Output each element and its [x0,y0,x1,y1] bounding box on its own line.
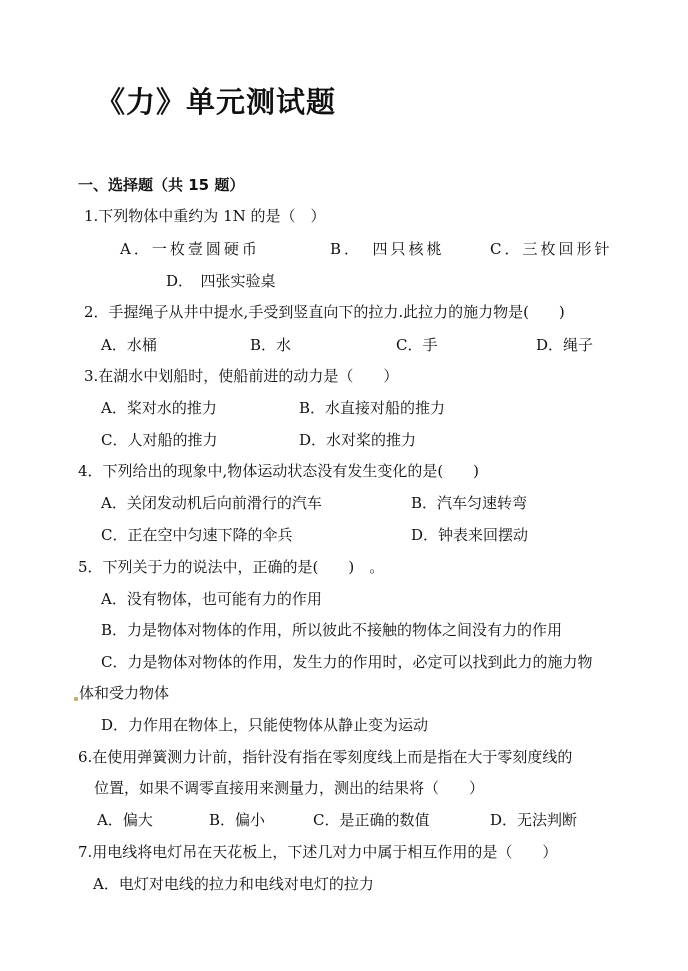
question-4-option-d: D．钟表来回摆动 [411,526,529,544]
question-5-option-a: A．没有物体，也可能有力的作用 [101,590,322,608]
question-4-stem: 4．下列给出的现象中,物体运动状态没有发生变化的是( ) [78,462,480,480]
question-6-stem: 6.在使用弹簧测力计前，指针没有指在零刻度线上而是指在大于零刻度线的 [78,748,573,766]
question-6-option-b: B．偏小 [209,811,266,829]
question-1-option-a: A．一枚壹圆硬币 [120,240,260,258]
question-5-option-d: D．力作用在物体上，只能使物体从静止变为运动 [101,716,429,734]
question-3-option-d: D．水对桨的推力 [299,431,417,449]
question-3-option-c: C．人对船的推力 [101,431,218,449]
question-6-option-c: C．是正确的数值 [313,811,430,829]
margin-mark [74,697,78,701]
question-1-option-c: C．三枚回形针 [490,240,613,258]
question-7-stem: 7.用电线将电灯吊在天花板上，下述几对力中属于相互作用的是（ ） [78,843,558,861]
question-2-option-b: B．水 [250,336,292,354]
question-5-option-c-continued: 体和受力物体 [79,684,170,702]
question-6-stem-continued: 位置，如果不调零直接用来测量力，测出的结果将（ ） [94,779,485,797]
question-3-option-a: A．桨对水的推力 [101,399,217,417]
question-6-option-a: A．偏大 [97,811,153,829]
page-title: 《力》单元测试题 [96,85,337,119]
question-1-stem: 1.下列物体中重约为 1N 的是（ ） [84,207,326,225]
question-5-stem: 5．下列关于力的说法中，正确的是( ) 。 [78,558,385,576]
question-5-option-c: C．力是物体对物体的作用，发生力的作用时，必定可以找到此力的施力物 [101,653,593,671]
question-4-option-c: C．正在空中匀速下降的伞兵 [101,526,293,544]
question-2-option-c: C．手 [396,336,438,354]
question-7-option-a: A．电灯对电线的拉力和电线对电灯的拉力 [93,875,374,893]
question-6-option-d: D．无法判断 [490,811,578,829]
section-heading: 一、选择题（共 15 题） [78,176,245,194]
question-3-option-b: B．水直接对船的推力 [299,399,446,417]
question-4-option-b: B．汽车匀速转弯 [411,494,528,512]
question-2-option-d: D．绳子 [536,336,594,354]
question-1-option-b: B． 四只核桃 [330,240,445,258]
question-2-stem: 2．手握绳子从井中提水,手受到竖直向下的拉力.此拉力的施力物是( ) [84,303,565,321]
question-2-option-a: A．水桶 [101,336,157,354]
question-4-option-a: A．关闭发动机后向前滑行的汽车 [101,494,322,512]
question-1-option-d: D． 四张实验桌 [166,272,276,290]
question-5-option-b: B．力是物体对物体的作用，所以彼此不接触的物体之间没有力的作用 [101,621,563,639]
question-3-stem: 3.在湖水中划船时，使船前进的动力是（ ） [84,367,399,385]
